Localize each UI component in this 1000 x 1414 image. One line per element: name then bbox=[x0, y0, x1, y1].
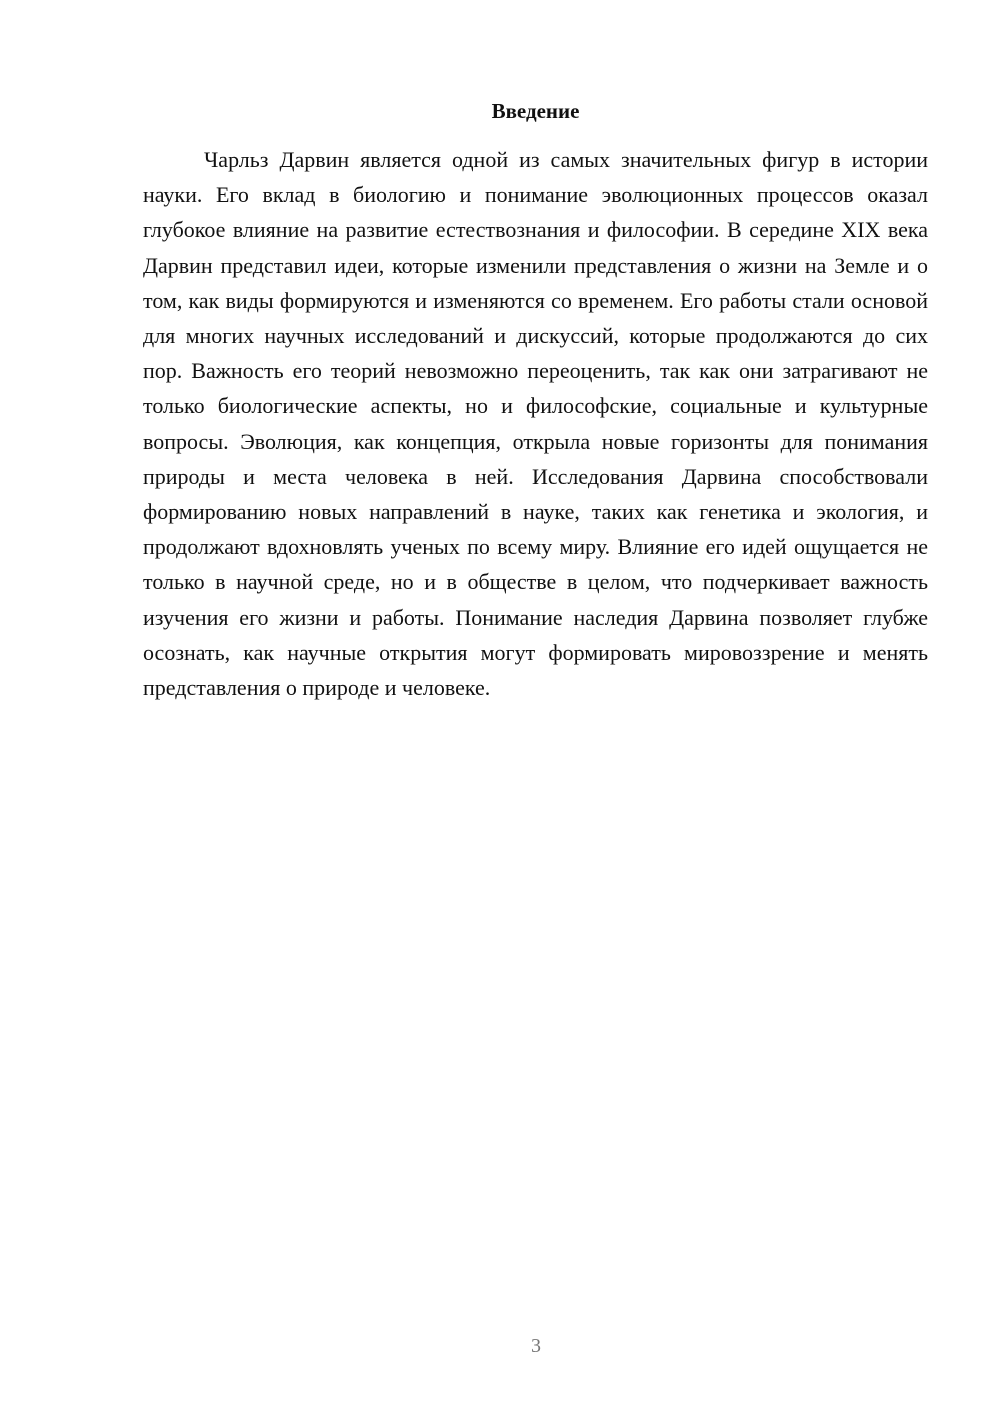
page-number: 3 bbox=[531, 1335, 541, 1357]
section-heading: Введение bbox=[491, 99, 580, 123]
body-paragraph: Чарльз Дарвин является одной из самых значительных фигур в истории науки. Его вклад в биологию и понимание эволюционных процессов оказал глубокое влияние на развитие естествознания и философии. В середине XIX века Дарвин представил идеи, которые изменили представления о жизни на Земле и о том, как виды формируются и изменяются со временем. Его работы стали основой для многих научных исследований и дискуссий, которые продолжаются до сих пор. Важность его теорий невозможно переоценить, так как они затрагивают не только биологические аспекты, но и философские, социальные и культурные вопросы. Эволюция, как концепция, открыла новые горизонты для понимания природы и места человека в ней. Исследования Дарвина способствовали формированию новых направлений в науке, таких как генетика и экология, и продолжают вдохновлять ученых по всему миру. Влияние его идей ощущается не только в научной среде, но и в обществе в целом, что подчеркивает важность изучения его жизни и работы. Понимание наследия Дарвина позволяет глубже осознать, как научные открытия могут формировать мировоззрение и менять представления о природе и человеке. bbox=[143, 147, 928, 701]
